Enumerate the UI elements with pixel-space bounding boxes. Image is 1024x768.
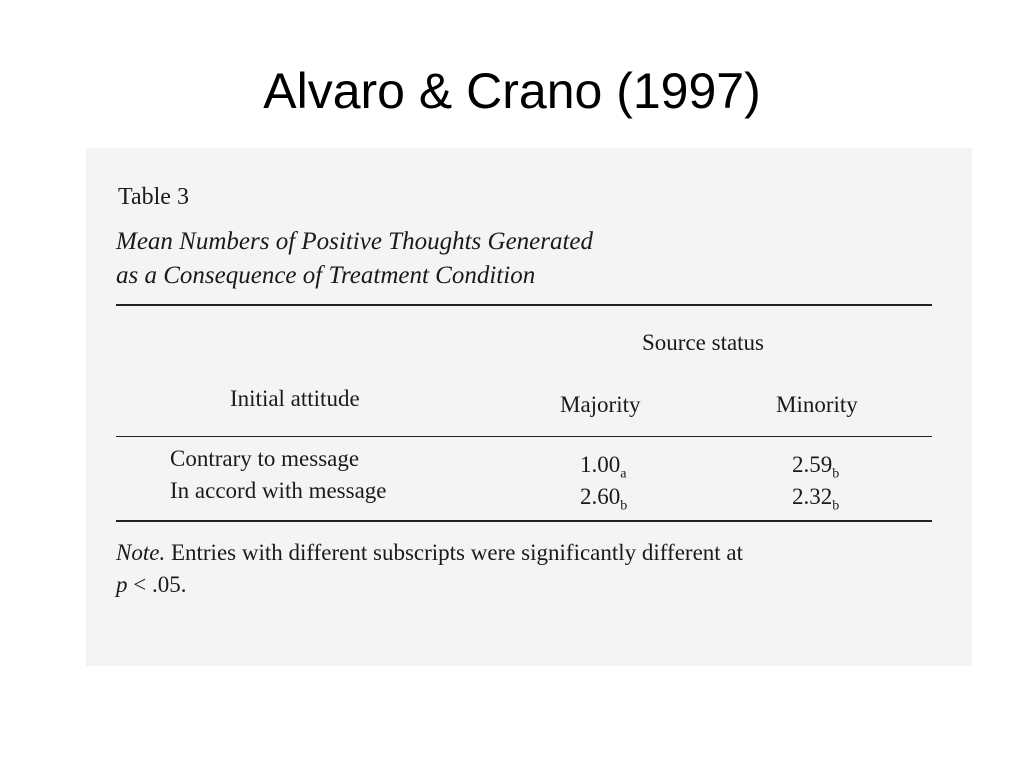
column-header-minority: Minority xyxy=(776,392,858,417)
column-spanner-source-status: Source status xyxy=(642,330,765,355)
note-label: Note. xyxy=(116,540,166,565)
table-label: Table 3 xyxy=(118,184,189,210)
table-header-rule xyxy=(116,436,932,437)
table-top-rule xyxy=(116,304,932,306)
table-caption-line-1: Mean Numbers of Positive Thoughts Generated xyxy=(116,228,594,255)
cell-contrary-majority: $1.00_a$ xyxy=(580,452,627,482)
cell-accord-majority: $2.60_b$ xyxy=(580,484,628,514)
table-caption-line-2: as a Consequence of Treatment Condition xyxy=(116,262,536,289)
cell-accord-minority: $2.32_b$ xyxy=(792,484,840,514)
table-note xyxy=(116,540,743,566)
note-text: Entries with different subscripts were significantly different at xyxy=(165,540,744,565)
row-label-contrary: Contrary to message xyxy=(170,446,360,471)
cell-contrary-minority: $2.59_b$ xyxy=(792,452,840,482)
column-header-majority: Majority xyxy=(560,392,641,417)
row-label-in-accord: In accord with message xyxy=(170,478,387,503)
table-bottom-rule xyxy=(116,520,932,522)
row-header-initial-attitude: Initial attitude xyxy=(230,386,360,411)
table-note-line-2: p < .05. xyxy=(116,572,187,597)
slide-title: Alvaro & Crano (1997) xyxy=(263,63,761,119)
scanned-table-image xyxy=(86,148,972,666)
